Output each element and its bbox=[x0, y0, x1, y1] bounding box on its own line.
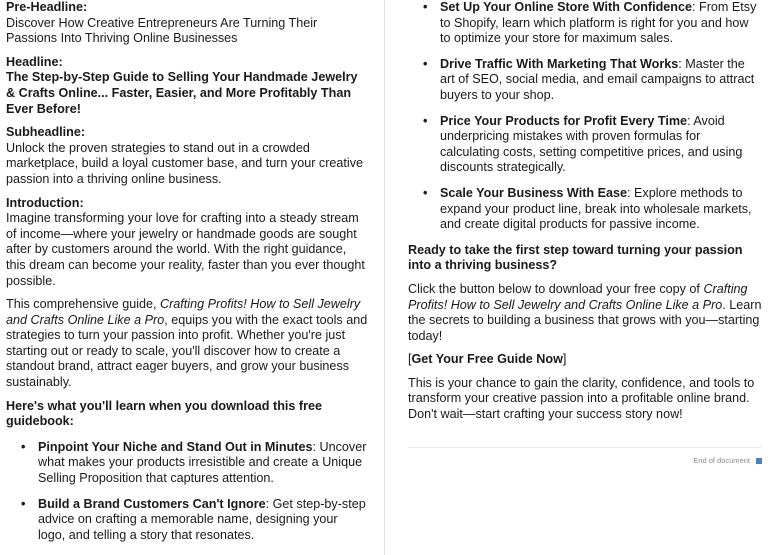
list-item-text: : Get step-by-step advice on crafting a memorable name, designing your logo, and telling a story that resonates. bbox=[38, 496, 366, 542]
list-item-text: : From Etsy to Shopify, learn which platform is right for you and how to optimize your store for maximum sales. bbox=[440, 0, 757, 46]
list-item-title: Drive Traffic With Marketing That Works bbox=[440, 56, 679, 71]
end-divider bbox=[408, 447, 762, 448]
list-item-text: : Uncover what makes your products irresistible and create a Unique Selling Proposition that captures attention. bbox=[38, 439, 367, 486]
subheadline-text: Unlock the proven strategies to stand out in a crowded marketplace, build a loyal customer base, and turn your creative passion into a thriving online business. bbox=[6, 140, 364, 186]
pre-headline-text: Discover How Creative Entrepreneurs Are Turning Their Passions Into Thriving Online Businesses bbox=[6, 15, 318, 46]
list-item-title: Build a Brand Customers Can't Ignore bbox=[38, 496, 266, 511]
list-item-text: : Master the art of SEO, social media, and email campaigns to attract buyers to your shop. bbox=[440, 56, 755, 102]
end-of-document-label: End of document bbox=[693, 456, 750, 465]
headline-text: The Step-by-Step Guide to Selling Your Handmade Jewelry & Crafts Online... Faster, Easier, and More Profitably Than Ever Before! bbox=[6, 70, 358, 116]
introduction-text: Imagine transforming your love for crafting into a steady stream of income—where your jewelry or handmade goods are sought after by customers around the world. With the right guidance, this dream can become your reality, faster than you ever thought possible. bbox=[6, 211, 365, 288]
bullet-icon: • bbox=[423, 185, 428, 200]
introduction-section bbox=[6, 196, 368, 290]
learn-heading: Here's what you'll learn when you download this free guidebook: bbox=[6, 398, 322, 429]
learn-list-left bbox=[6, 440, 368, 544]
download-paragraph-after: . Learn the secrets to building a business that grows with you—starting today! bbox=[408, 297, 762, 343]
list-item bbox=[408, 57, 762, 104]
list-item-text: : Avoid underpricing mistakes with proven formulas for calculating costs, setting competitive prices, and using discounts strategically. bbox=[440, 113, 743, 175]
list-item bbox=[408, 114, 762, 176]
subheadline-section bbox=[6, 125, 368, 187]
pre-headline-label: Pre-Headline: bbox=[6, 0, 88, 14]
download-paragraph-before: Click the button below to download your free copy of bbox=[408, 281, 704, 296]
list-item-title: Scale Your Business With Ease bbox=[440, 185, 627, 200]
list-item-text: : Explore methods to expand your product line, break into wholesale markets, and create digital products for passive income. bbox=[440, 185, 752, 232]
pre-headline-section bbox=[6, 0, 368, 47]
closing-paragraph: This is your chance to gain the clarity, confidence, and tools to transform your creative passion into a profitable online brand. Don't wait—start crafting your success story now! bbox=[408, 375, 755, 422]
guide-title: Crafting Profits! How to Sell Jewelry and Crafts Online Like a Pro bbox=[6, 297, 361, 327]
list-item-title: Set Up Your Online Store With Confidence bbox=[440, 0, 693, 14]
list-item bbox=[408, 186, 762, 233]
guide-paragraph-before: This comprehensive guide, bbox=[6, 297, 161, 312]
download-button[interactable] bbox=[408, 352, 762, 368]
headline-section bbox=[6, 55, 368, 117]
subheadline-label: Subheadline: bbox=[6, 125, 86, 140]
bullet-icon: • bbox=[423, 113, 428, 128]
bullet-icon: • bbox=[21, 439, 26, 454]
list-item-title: Pinpoint Your Niche and Stand Out in Minutes bbox=[38, 439, 313, 454]
download-paragraph bbox=[408, 282, 762, 344]
bullet-icon: • bbox=[21, 496, 26, 511]
download-button-label[interactable]: Get Your Free Guide Now bbox=[411, 352, 563, 367]
list-item bbox=[6, 440, 368, 487]
list-item bbox=[408, 0, 762, 47]
guide-paragraph bbox=[6, 297, 368, 391]
list-item-title: Price Your Products for Profit Every Time bbox=[440, 113, 688, 128]
right-column bbox=[408, 0, 762, 431]
introduction-label: Introduction: bbox=[6, 195, 84, 210]
bullet-icon: • bbox=[423, 0, 428, 14]
bullet-icon: • bbox=[423, 56, 428, 71]
column-divider bbox=[384, 0, 385, 555]
left-column bbox=[6, 0, 368, 553]
cta-question: Ready to take the first step toward turning your passion into a thriving business? bbox=[408, 242, 743, 273]
button-bracket-close: ] bbox=[562, 352, 567, 367]
end-of-document bbox=[693, 456, 762, 466]
button-bracket-open: [ bbox=[408, 352, 412, 367]
learn-list-right bbox=[408, 0, 762, 233]
download-guide-title: Crafting Profits! How to Sell Jewelry and Crafts Online Like a Pro bbox=[408, 281, 748, 312]
guide-paragraph-after: , equips you with the exact tools and strategies to turn your passion into profit. Whether you're just starting out or ready to scale, you'll discover how to create a standout brand, attract eager buyers, and grow your business sustainably. bbox=[6, 312, 368, 390]
headline-label: Headline: bbox=[6, 54, 63, 69]
list-item bbox=[6, 497, 368, 544]
end-marker-icon bbox=[756, 458, 762, 464]
